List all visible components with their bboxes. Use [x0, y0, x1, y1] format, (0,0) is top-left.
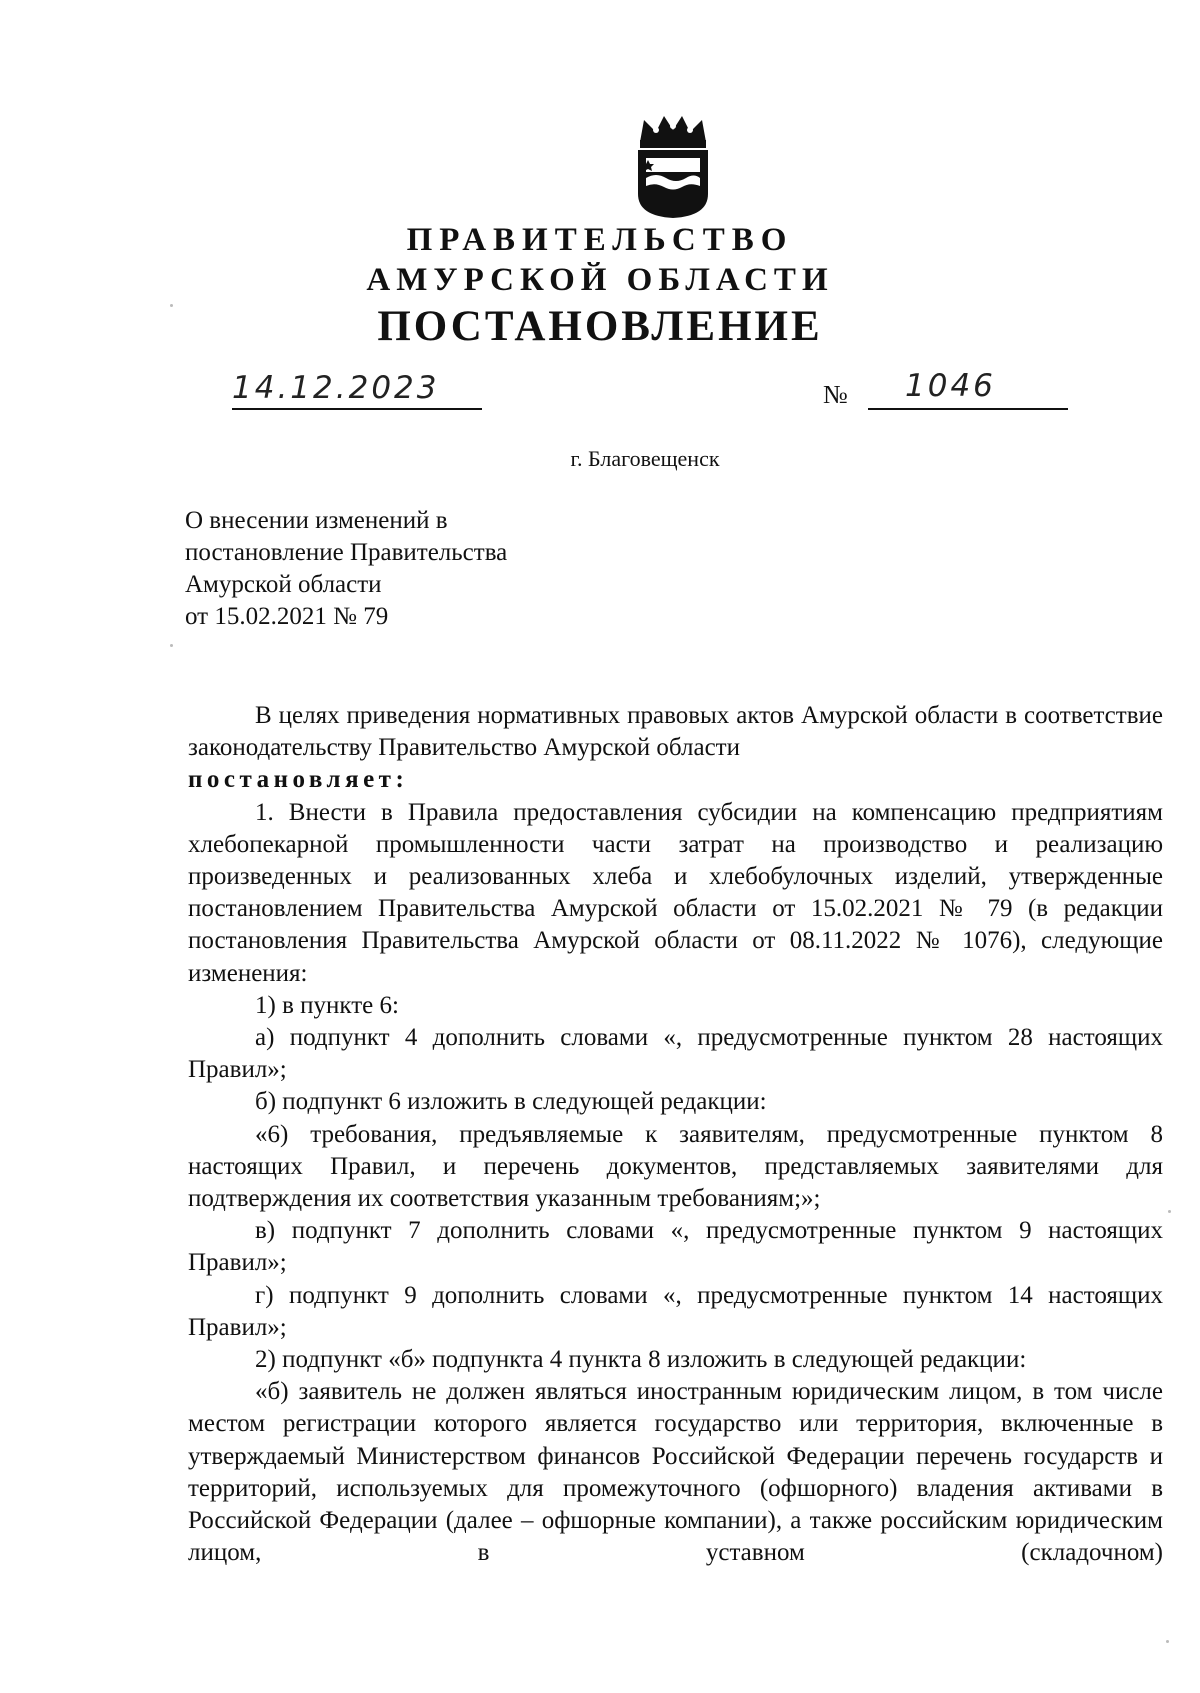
date-underline — [232, 408, 482, 410]
number-sign: № — [823, 380, 848, 409]
handwritten-date: 14.12.2023 — [232, 370, 440, 406]
document-title — [185, 505, 685, 633]
title-line: постановление Правительства — [185, 539, 508, 566]
decree-word: постановляет: — [188, 766, 409, 794]
item-1-paragraph: 1. Внести в Правила предоставления субсидии на компенсацию предприятиям хлебопекарной промышленности части затрат на производство и реализацию произведенных и реализованных хлеба и хлебобулочных изделий, утвержденные постановлением Правительства Амурской области от 15.02.2021 № 79 (в редакции постановления Правительства Амурской области от 08.11.2022 № 1076), следующие изменения: — [188, 798, 1163, 987]
number-underline — [868, 408, 1068, 410]
handwritten-number: 1046 — [905, 368, 996, 404]
scan-speck — [170, 644, 173, 647]
title-line: Амурской области — [185, 571, 382, 598]
item-1-1-b-paragraph: б) подпункт 6 изложить в следующей редакции: — [255, 1088, 767, 1116]
city-name: г. Благовещенск — [570, 446, 720, 471]
preamble-paragraph: В целях приведения нормативных правовых актов Амурской области в соответствие законодательству Правительство Амурской области — [188, 702, 1163, 762]
document-body — [188, 700, 1163, 1569]
item-1-1-a-paragraph: а) подпункт 4 дополнить словами «, предусмотренные пунктом 28 настоящих Правил»; — [188, 1024, 1163, 1084]
coat-of-arms-icon — [630, 112, 716, 220]
item-1-1-b-text-paragraph: «6) требования, предъявляемые к заявителям, предусмотренные пунктом 8 настоящих Правил, и перечень документов, представляемых заявителями для подтверждения их соответствия указанным требованиям;»; — [188, 1120, 1163, 1213]
title-line: О внесении изменений в — [185, 507, 448, 534]
government-title-line1: ПРАВИТЕЛЬСТВО — [406, 222, 794, 258]
item-1-1-v-paragraph: в) подпункт 7 дополнить словами «, предусмотренные пунктом 9 настоящих Правил»; — [188, 1217, 1163, 1277]
item-1-2-text-paragraph: «б) заявитель не должен являться иностранным юридическим лицом, в том числе местом регистрации которого является государство или территория, включенные в утверждаемый Министерством финансов Российской Федерации перечень государств и территорий, используемых для промежуточного (офшорного) владения активами в Российской Федерации (далее – офшорные компании), а также российским юридическим лицом, в уставном (складочном) — [188, 1378, 1163, 1567]
item-1-1-g-paragraph: г) подпункт 9 дополнить словами «, предусмотренные пунктом 14 настоящих Правил»; — [188, 1281, 1163, 1341]
item-1-2-paragraph: 2) подпункт «б» подпункта 4 пункта 8 изложить в следующей редакции: — [255, 1346, 1027, 1374]
title-line: от 15.02.2021 № 79 — [185, 603, 389, 630]
scan-speck — [1168, 1210, 1171, 1213]
scan-speck — [1166, 1640, 1169, 1643]
document-type-heading: ПОСТАНОВЛЕНИЕ — [377, 303, 823, 350]
scan-speck — [170, 304, 173, 307]
government-title-line2: АМУРСКОЙ ОБЛАСТИ — [366, 262, 834, 298]
item-1-1-paragraph: 1) в пункте 6: — [255, 991, 399, 1019]
